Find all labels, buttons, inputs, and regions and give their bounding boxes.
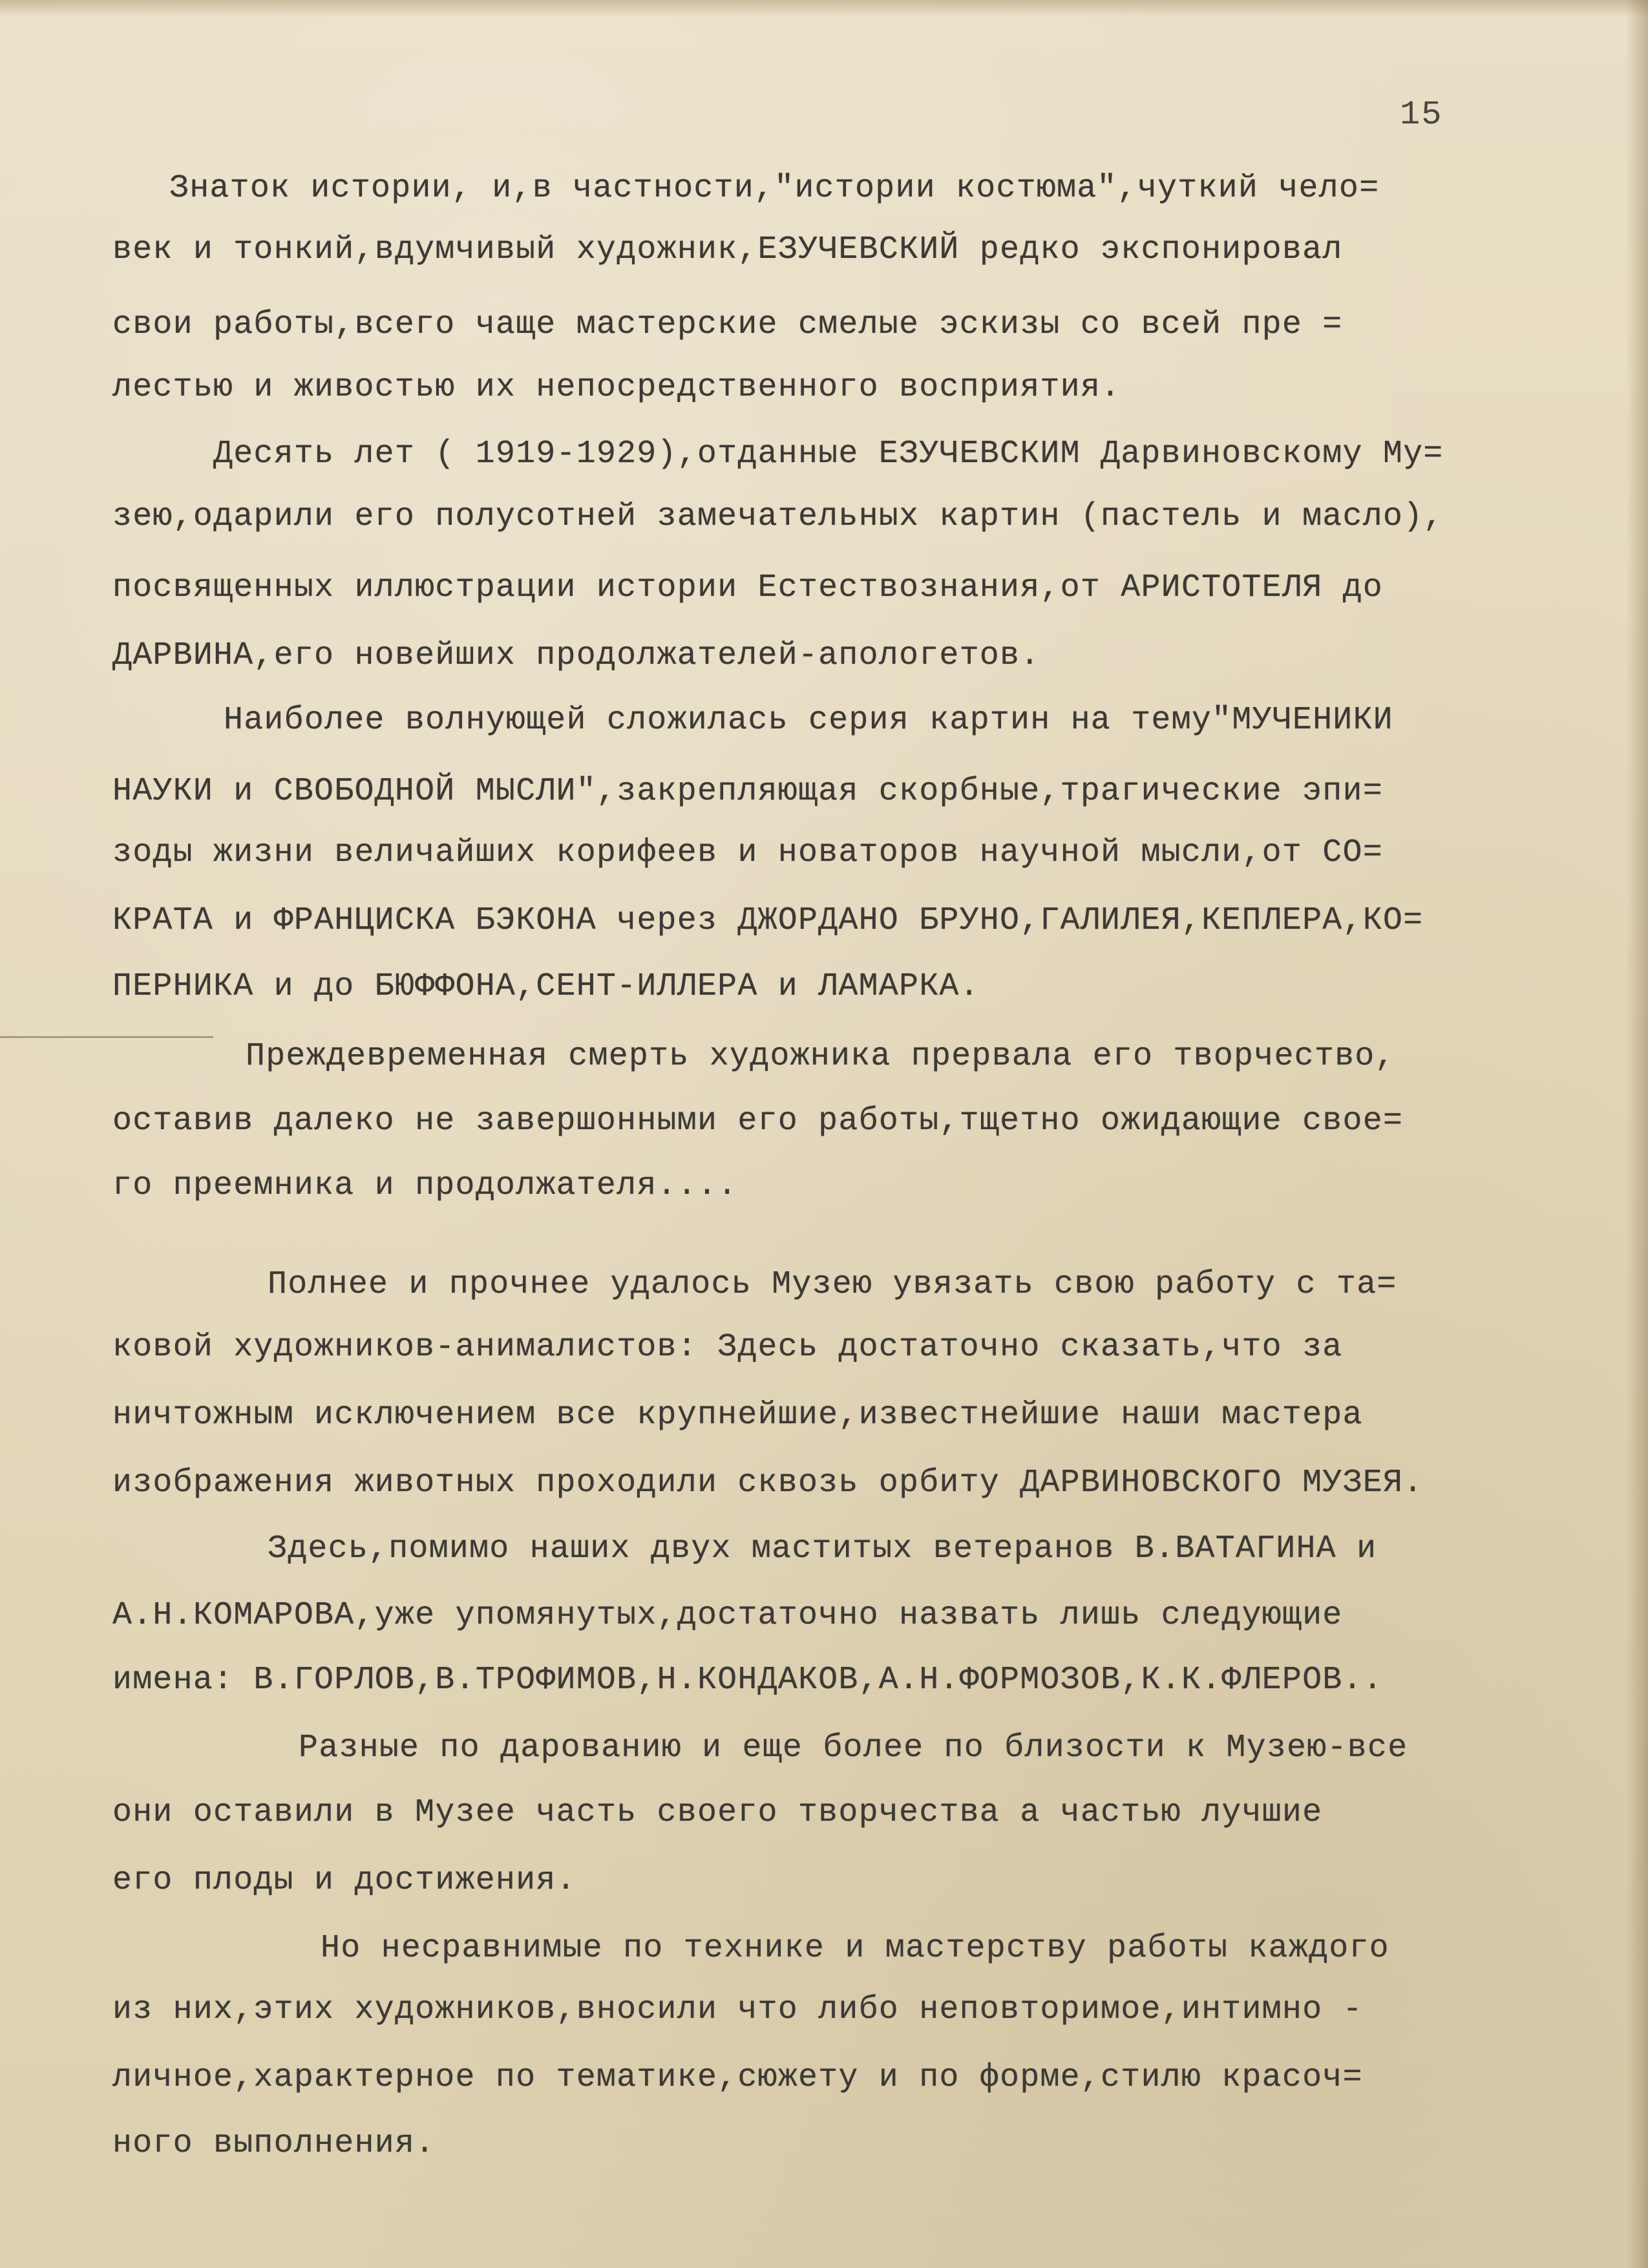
text-line: посвященных иллюстрации истории Естествознания,от АРИСТОТЕЛЯ до (112, 569, 1383, 606)
text-line: его плоды и достижения. (112, 1862, 576, 1899)
text-line: зоды жизни величайших корифеев и новаторов научной мысли,от СО= (112, 834, 1383, 871)
text-line: го преемника и продолжателя.... (112, 1167, 738, 1204)
text-line: Наиболее волнующей сложилась серия картин на тему"МУЧЕНИКИ (224, 702, 1393, 739)
text-line: лестью и живостью их непосредственного восприятия. (112, 369, 1121, 406)
text-line: ПЕРНИКА и до БЮФФОНА,СЕНТ-ИЛЛЕРА и ЛАМАРКА. (112, 968, 980, 1005)
text-line: они оставили в Музее часть своего творчества а частью лучшие (112, 1794, 1323, 1831)
text-line: ДАРВИНА,его новейших продолжателей-апологетов. (112, 637, 1041, 674)
text-line: Но несравнимые по технике и мастерству работы каждого (321, 1930, 1389, 1967)
text-line: КРАТА и ФРАНЦИСКА БЭКОНА через ДЖОРДАНО БРУНО,ГАЛИЛЕЯ,КЕПЛЕРА,КО= (112, 902, 1424, 939)
page-number: 15 (1400, 96, 1443, 134)
text-line: оставив далеко не завершонными его работы,тщетно ожидающие свое= (112, 1103, 1404, 1139)
text-line: изображения животных проходили сквозь орбиту ДАРВИНОВСКОГО МУЗЕЯ. (112, 1465, 1424, 1501)
text-line: А.Н.КОМАРОВА,уже упомянутых,достаточно назвать лишь следующие (112, 1597, 1343, 1634)
page-edge-right (1626, 0, 1648, 2268)
text-line: ковой художников-анималистов: Здесь достаточно сказать,что за (112, 1329, 1343, 1366)
text-line: из них,этих художников,вносили что либо неповторимое,интимно - (112, 1991, 1363, 2028)
text-line: Полнее и прочнее удалось Музею увязать свою работу с та= (268, 1266, 1397, 1303)
text-line: ного выполнения. (112, 2125, 436, 2162)
text-line: свои работы,всего чаще мастерские смелые эскизы со всей пре = (112, 306, 1343, 343)
text-line: ничтожным исключением все крупнейшие,известнейшие наши мастера (112, 1397, 1363, 1434)
text-line: Разные по дарованию и еще более по близости к Музею-все (299, 1730, 1408, 1766)
text-line: НАУКИ и СВОБОДНОЙ МЫСЛИ",закрепляющая скорбные,трагические эпи= (112, 773, 1383, 810)
text-line: Здесь,помимо наших двух маститых ветеранов В.ВАТАГИНА и (268, 1531, 1377, 1567)
text-line: век и тонкий,вдумчивый художник,ЕЗУЧЕВСКИЙ редко экспонировал (112, 231, 1343, 268)
text-line: личное,характерное по тематике,сюжету и по форме,стилю красоч= (112, 2059, 1363, 2096)
text-line: зею,одарили его полусотней замечательных картин (пастель и масло), (112, 498, 1444, 535)
text-line: Преждевременная смерть художника прервала его творчество, (246, 1038, 1395, 1075)
text-line: имена: В.ГОРЛОВ,В.ТРОФИМОВ,Н.КОНДАКОВ,А.Н.ФОРМОЗОВ,К.К.ФЛЕРОВ.. (112, 1662, 1383, 1699)
page-edge-top (0, 0, 1648, 17)
pencil-mark (0, 1036, 213, 1038)
text-line: Десять лет ( 1919-1929),отданные ЕЗУЧЕВСКИМ Дарвиновскому Му= (213, 436, 1444, 472)
text-line: Знаток истории, и,в частности,"истории костюма",чуткий чело= (169, 170, 1380, 207)
